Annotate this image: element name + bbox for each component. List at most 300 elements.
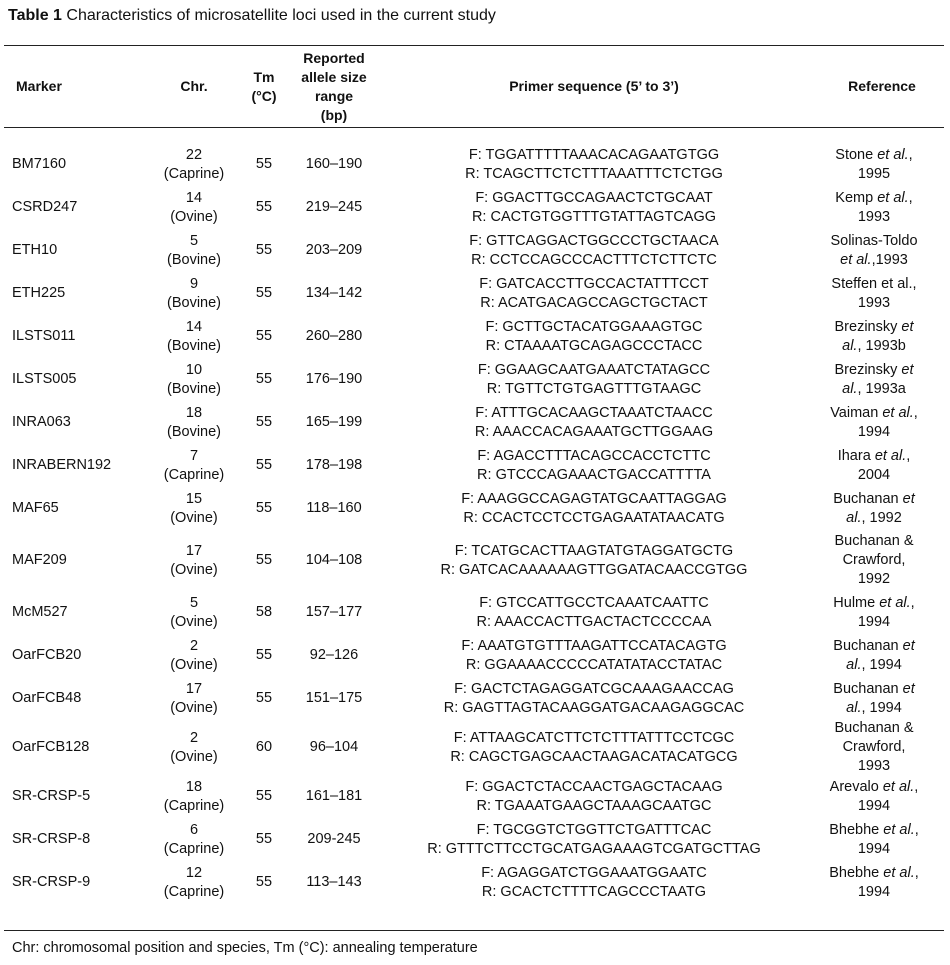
reference-text [834, 532, 913, 589]
primer-forward: F: TCATGCACTTAAGTATGTAGGATGCTG [454, 542, 734, 559]
tm-value: 58 [255, 604, 273, 620]
reference-part: , [914, 778, 919, 795]
chr-species: (Ovine) [170, 509, 218, 526]
reference-text [833, 490, 914, 528]
chr-cell [144, 186, 244, 229]
range-cell [284, 677, 384, 720]
reference-italic: et [902, 637, 915, 654]
reference-italic: et [901, 361, 914, 378]
primer-cell [384, 775, 804, 818]
chr-species: (Ovine) [170, 208, 218, 225]
reference-part: , 1992 [861, 509, 902, 526]
chr-species: (Bovine) [167, 337, 221, 354]
primer-reverse: R: TCAGCTTCTCTTTAAATTTCTCTGG [465, 165, 723, 182]
chr-cell [144, 530, 244, 591]
chr-number: 2 [189, 637, 199, 654]
chr-species: (Ovine) [170, 656, 218, 673]
reference-part: , 1994 [861, 656, 902, 673]
reference-cell [804, 358, 944, 401]
tm-cell [242, 818, 286, 861]
primer-reverse: R: CAGCTGAGCAACTAAGACATACATGCG [450, 748, 738, 765]
chr-cell [144, 444, 244, 487]
chr-number: 22 [185, 146, 203, 163]
range-value: 176–190 [305, 371, 363, 387]
table-row [4, 720, 944, 775]
reference-cell [804, 677, 944, 720]
reference-cell [804, 186, 944, 229]
chr-species: (Caprine) [163, 883, 225, 900]
reference-part: Kemp [835, 189, 878, 206]
reference-part: Ihara [837, 447, 875, 464]
chr-cell [144, 487, 244, 530]
reference-cell [804, 143, 944, 186]
range-cell [284, 530, 384, 591]
header-tm-line1: Tm [253, 68, 275, 85]
primer-forward: F: ATTTGCACAAGCTAAATCTAACC [475, 404, 713, 421]
reference-italic: al. [846, 656, 862, 673]
tm-cell [242, 591, 286, 634]
primer-reverse: R: AAACCACAGAAATGCTTGGAAG [474, 423, 714, 440]
marker-cell [12, 186, 152, 229]
chr-number: 18 [185, 778, 203, 795]
marker-name: BM7160 [12, 156, 67, 172]
chr-number: 6 [189, 821, 199, 838]
reference-part: Crawford, [842, 739, 906, 755]
primer-forward: F: AGACCTTTACAGCCACCTCTTC [477, 447, 711, 464]
reference-cell [804, 487, 944, 530]
reference-text [835, 189, 912, 227]
tm-cell [242, 775, 286, 818]
range-cell [284, 818, 384, 861]
primer-reverse: R: GAGTTAGTACAAGGATGACAAGAGGCAC [443, 699, 745, 716]
range-value: 104–108 [305, 552, 363, 568]
range-cell [284, 487, 384, 530]
reference-part: Solinas-Toldo [830, 232, 918, 249]
primer-reverse: R: GCACTCTTTTCAGCCCTAATG [481, 883, 707, 900]
range-value: 157–177 [305, 604, 363, 620]
reference-text [833, 637, 914, 675]
table-row [4, 530, 944, 591]
chr-species: (Ovine) [170, 561, 218, 578]
chr-species: (Bovine) [167, 423, 221, 440]
reference-cell [804, 272, 944, 315]
reference-cell [804, 591, 944, 634]
range-value: 96–104 [309, 739, 359, 755]
table-row [4, 272, 944, 315]
reference-part: , [914, 821, 919, 838]
primer-cell [384, 530, 804, 591]
table-row [4, 444, 944, 487]
primer-cell [384, 591, 804, 634]
reference-text [830, 232, 917, 270]
chr-species: (Bovine) [167, 380, 221, 397]
primer-reverse: R: TGAAATGAAGCTAAAGCAATGC [476, 797, 712, 814]
marker-cell [12, 315, 152, 358]
reference-italic: et al. [840, 251, 872, 268]
range-value: 165–199 [305, 414, 363, 430]
range-value: 203–209 [305, 242, 363, 258]
primer-cell [384, 818, 804, 861]
primer-cell [384, 444, 804, 487]
tm-value: 55 [255, 647, 273, 663]
marker-name: CSRD247 [12, 199, 78, 215]
reference-part: 1994 [857, 797, 891, 814]
primer-cell [384, 487, 804, 530]
marker-name: MAF65 [12, 500, 59, 516]
reference-italic: et al. [883, 821, 915, 838]
marker-name: INRA063 [12, 414, 71, 430]
marker-name: OarFCB20 [12, 647, 82, 663]
chr-number: 14 [185, 318, 203, 335]
chr-number: 15 [185, 490, 203, 507]
tm-cell [242, 401, 286, 444]
primer-forward: F: GCTTGCTACATGGAAAGTGC [485, 318, 703, 335]
tm-cell [242, 358, 286, 401]
reference-part: 1995 [857, 165, 891, 182]
reference-italic: al. [846, 699, 862, 716]
tm-value: 60 [255, 739, 273, 755]
header-range-line3: range [314, 87, 354, 104]
reference-part: 1993 [857, 758, 891, 774]
reference-cell [804, 634, 944, 677]
reference-part: , [913, 404, 918, 421]
header-rule [4, 127, 944, 128]
reference-part: 1993 [857, 294, 891, 311]
reference-part: Buchanan [833, 490, 903, 507]
range-cell [284, 720, 384, 775]
reference-part: Hulme [833, 594, 880, 611]
reference-part: 1992 [857, 571, 891, 587]
chr-number: 12 [185, 864, 203, 881]
header-primer: Primer sequence (5’ to 3’) [509, 78, 679, 94]
reference-italic: et al. [882, 404, 914, 421]
primer-forward: F: GGAAGCAATGAAATCTATAGCC [477, 361, 711, 378]
table-label: Table 1 [8, 7, 62, 24]
range-cell [284, 444, 384, 487]
chr-number: 9 [189, 275, 199, 292]
primer-reverse: R: ACATGACAGCCAGCTGCTACT [480, 294, 708, 311]
tm-cell [242, 186, 286, 229]
tm-cell [242, 530, 286, 591]
header-range-line1: Reported [303, 49, 365, 66]
marker-name: ETH10 [12, 242, 58, 258]
reference-part: Steffen et al., [831, 275, 917, 292]
chr-cell [144, 315, 244, 358]
chr-cell [144, 720, 244, 775]
primer-forward: F: GTCCATTGCCTCAAATCAATTC [479, 594, 709, 611]
reference-italic: al. [842, 337, 858, 354]
table-row [4, 861, 944, 904]
primer-forward: F: GATCACCTTGCCACTATTTCCT [479, 275, 709, 292]
chr-species: (Bovine) [167, 251, 221, 268]
chr-cell [144, 861, 244, 904]
primer-forward: F: GTTCAGGACTGGCCCTGCTAACA [469, 232, 719, 249]
header-range [288, 46, 380, 127]
table-row [4, 401, 944, 444]
tm-cell [242, 272, 286, 315]
reference-part: 2004 [857, 466, 891, 483]
chr-number: 18 [185, 404, 203, 421]
range-value: 178–198 [305, 457, 363, 473]
marker-name: SR-CRSP-8 [12, 831, 91, 847]
chr-cell [144, 818, 244, 861]
range-cell [284, 775, 384, 818]
reference-text [835, 146, 912, 184]
tm-value: 55 [255, 690, 273, 706]
tm-value: 55 [255, 414, 273, 430]
chr-species: (Caprine) [163, 466, 225, 483]
chr-species: (Caprine) [163, 840, 225, 857]
reference-part: Brezinsky [834, 361, 902, 378]
chr-species: (Bovine) [167, 294, 221, 311]
table-row [4, 186, 944, 229]
tm-value: 55 [255, 788, 273, 804]
chr-cell [144, 358, 244, 401]
reference-part: Buchanan & [834, 720, 914, 736]
marker-cell [12, 861, 152, 904]
table-row [4, 591, 944, 634]
reference-part: , 1993b [857, 337, 906, 354]
reference-part: Bhebhe [829, 864, 884, 881]
chr-number: 17 [185, 680, 203, 697]
tm-cell [242, 861, 286, 904]
marker-name: INRABERN192 [12, 457, 112, 473]
reference-part: , [910, 594, 915, 611]
tm-value: 55 [255, 328, 273, 344]
range-value: 160–190 [305, 156, 363, 172]
header-range-line2: allele size [301, 68, 367, 85]
chr-species: (Ovine) [170, 699, 218, 716]
marker-cell [12, 634, 152, 677]
marker-cell [12, 530, 152, 591]
reference-text [835, 318, 914, 356]
table-row [4, 775, 944, 818]
marker-name: OarFCB128 [12, 739, 90, 755]
table-header [4, 46, 944, 127]
tm-cell [242, 487, 286, 530]
marker-name: MAF209 [12, 552, 67, 568]
reference-text [834, 719, 913, 776]
primer-forward: F: AGAGGATCTGGAAATGGAATC [481, 864, 707, 881]
marker-cell [12, 591, 152, 634]
reference-text [830, 778, 919, 816]
range-cell [284, 143, 384, 186]
table-row [4, 358, 944, 401]
primer-cell [384, 229, 804, 272]
range-value: 161–181 [305, 788, 363, 804]
header-reference: Reference [848, 78, 916, 94]
primer-cell [384, 143, 804, 186]
reference-part: Stone [835, 146, 878, 163]
primer-cell [384, 861, 804, 904]
tm-cell [242, 229, 286, 272]
primer-forward: F: GACTCTAGAGGATCGCAAAGAACCAG [454, 680, 734, 697]
reference-text [829, 864, 919, 902]
primer-reverse: R: GGAAAACCCCCATATATACCTATAC [465, 656, 723, 673]
header-marker: Marker [16, 78, 62, 94]
table-row [4, 143, 944, 186]
primer-reverse: R: AAACCACTTGACTACTCCCCAA [476, 613, 712, 630]
reference-italic: al. [842, 380, 858, 397]
primer-reverse: R: GATCACAAAAAAGTTGGATACAACCGTGG [440, 561, 748, 578]
tm-value: 55 [255, 156, 273, 172]
chr-cell [144, 143, 244, 186]
tm-value: 55 [255, 285, 273, 301]
table-row [4, 229, 944, 272]
chr-species: (Caprine) [163, 797, 225, 814]
range-value: 151–175 [305, 690, 363, 706]
marker-name: ETH225 [12, 285, 66, 301]
marker-name: SR-CRSP-5 [12, 788, 91, 804]
marker-cell [12, 487, 152, 530]
primer-reverse: R: CACTGTGGTTTGTATTAGTCAGG [471, 208, 717, 225]
chr-number: 10 [185, 361, 203, 378]
primer-cell [384, 272, 804, 315]
reference-cell [804, 818, 944, 861]
marker-name: OarFCB48 [12, 690, 82, 706]
reference-text [838, 447, 911, 485]
reference-part: 1994 [857, 423, 891, 440]
primer-reverse: R: CTAAAATGCAGAGCCCTACC [485, 337, 703, 354]
reference-text [830, 404, 918, 442]
primer-forward: F: GGACTTGCCAGAACTCTGCAAT [475, 189, 713, 206]
range-value: 219–245 [305, 199, 363, 215]
marker-cell [12, 818, 152, 861]
tm-value: 55 [255, 500, 273, 516]
reference-part: Brezinsky [834, 318, 902, 335]
chr-number: 7 [189, 447, 199, 464]
primer-cell [384, 315, 804, 358]
header-tm-line2: (°C) [251, 87, 277, 104]
primer-cell [384, 186, 804, 229]
reference-italic: al. [846, 509, 862, 526]
tm-cell [242, 444, 286, 487]
reference-part: , [908, 146, 913, 163]
marker-name: ILSTS011 [12, 328, 76, 344]
tm-cell [242, 143, 286, 186]
marker-cell [12, 401, 152, 444]
header-tm [240, 46, 288, 127]
chr-cell [144, 634, 244, 677]
range-cell [284, 315, 384, 358]
chr-cell [144, 401, 244, 444]
primer-forward: F: TGCGGTCTGGTTCTGATTTCAC [476, 821, 712, 838]
primer-cell [384, 401, 804, 444]
chr-cell [144, 272, 244, 315]
range-value: 209-245 [307, 831, 361, 847]
marker-cell [12, 272, 152, 315]
primer-forward: F: ATTAAGCATCTTCTCTTTATTTCCTCGC [453, 729, 735, 746]
reference-cell [804, 861, 944, 904]
tm-value: 55 [255, 199, 273, 215]
reference-cell [804, 401, 944, 444]
reference-text [833, 594, 914, 632]
reference-italic: et al. [879, 594, 911, 611]
reference-part: Buchanan [833, 680, 903, 697]
chr-species: (Ovine) [170, 613, 218, 630]
chr-species: (Ovine) [170, 748, 218, 765]
primer-cell [384, 677, 804, 720]
tm-cell [242, 315, 286, 358]
reference-cell [804, 530, 944, 591]
primer-forward: F: AAAGGCCAGAGTATGCAATTAGGAG [461, 490, 727, 507]
reference-part: 1994 [857, 613, 891, 630]
reference-part: ,1993 [871, 251, 908, 268]
table-footnote: Chr: chromosomal position and species, Tm (°C): annealing temperature [12, 940, 478, 956]
range-cell [284, 186, 384, 229]
marker-cell [12, 677, 152, 720]
marker-cell [12, 143, 152, 186]
chr-number: 5 [189, 594, 199, 611]
reference-text [829, 821, 919, 859]
primer-forward: F: AAATGTGTTTAAGATTCCATACAGTG [461, 637, 727, 654]
chr-cell [144, 775, 244, 818]
marker-name: McM527 [12, 604, 68, 620]
primer-cell [384, 634, 804, 677]
chr-number: 5 [189, 232, 199, 249]
primer-reverse: R: CCACTCCTCCTGAGAATATAACATG [463, 509, 725, 526]
reference-cell [804, 315, 944, 358]
reference-italic: et al. [877, 189, 909, 206]
primer-reverse: R: CCTCCAGCCCACTTTCTCTTCTC [471, 251, 717, 268]
primer-forward: F: GGACTCTACCAACTGAGCTACAAG [465, 778, 723, 795]
table-caption [8, 6, 496, 26]
chr-cell [144, 229, 244, 272]
reference-part: 1994 [857, 840, 891, 857]
reference-part: Crawford, [842, 552, 906, 568]
reference-part: , [906, 447, 911, 464]
tm-cell [242, 677, 286, 720]
primer-reverse: R: GTCCCAGAAACTGACCATTTTA [477, 466, 711, 483]
table-title: Characteristics of microsatellite loci used in the current study [66, 7, 496, 24]
reference-cell [804, 775, 944, 818]
primer-forward: F: TGGATTTTTAAACACAGAATGTGG [468, 146, 720, 163]
range-value: 134–142 [305, 285, 363, 301]
tm-value: 55 [255, 874, 273, 890]
range-cell [284, 401, 384, 444]
range-cell [284, 229, 384, 272]
reference-part: Vaiman [830, 404, 883, 421]
reference-text [833, 680, 914, 718]
tm-value: 55 [255, 552, 273, 568]
reference-cell [804, 229, 944, 272]
table-row [4, 818, 944, 861]
reference-italic: et al. [874, 447, 907, 464]
marker-name: ILSTS005 [12, 371, 77, 387]
reference-part: , 1993a [857, 380, 906, 397]
marker-name: SR-CRSP-9 [12, 874, 91, 890]
primer-reverse: R: TGTTCTGTGAGTTTGTAAGC [486, 380, 702, 397]
reference-part: Arevalo [829, 778, 883, 795]
table-row [4, 315, 944, 358]
reference-part: , [914, 864, 919, 881]
chr-number: 14 [185, 189, 203, 206]
reference-cell [804, 444, 944, 487]
range-cell [284, 634, 384, 677]
reference-part: 1993 [857, 208, 891, 225]
header-range-line4: (bp) [320, 106, 348, 123]
chr-cell [144, 677, 244, 720]
reference-part: , 1994 [861, 699, 902, 716]
reference-italic: et al. [883, 864, 915, 881]
reference-part: Buchanan [833, 637, 903, 654]
marker-cell [12, 775, 152, 818]
reference-cell [804, 720, 944, 775]
reference-italic: et al. [877, 146, 909, 163]
reference-part: 1994 [857, 883, 891, 900]
range-value: 113–143 [306, 874, 362, 890]
tm-value: 55 [255, 242, 273, 258]
